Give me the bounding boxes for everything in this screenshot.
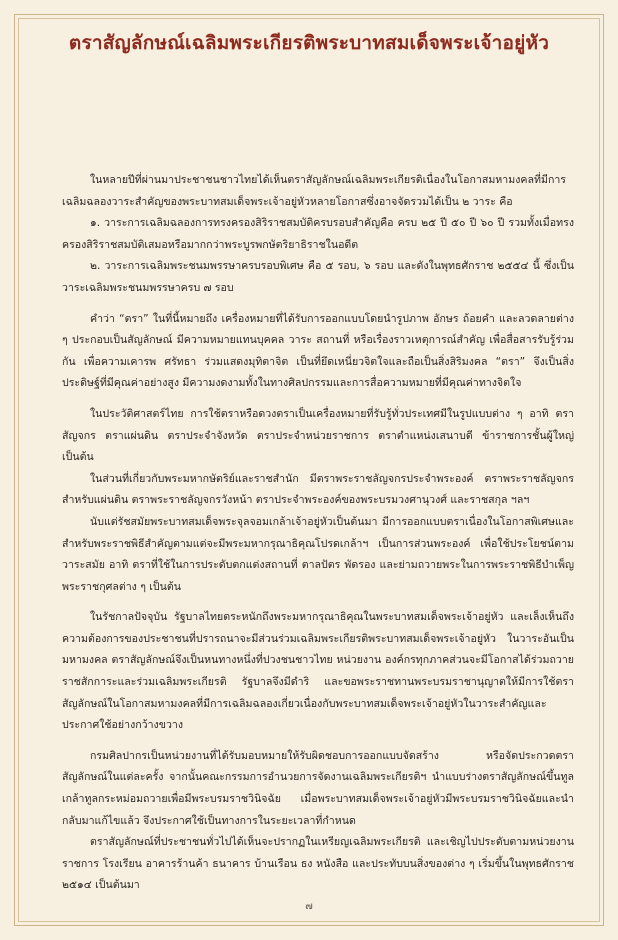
paragraph-history: ในประวัติศาสตร์ไทย การใช้ตราหรือดวงตราเป็นเครื่องหมายที่รับรู้ทั่วประเทศมีในรูปแบบต่าง ๆ อาทิ ตราสัญจกร ตราแผ่นดิน ตราประจำจังหวัด ตราประจำหน่วยราชการ ตราตำแหน่งเสนาบดี ข้าราชการชั้นผู้ใหญ่ เป็นต้น xyxy=(62,407,574,464)
page-title: ตราสัญลักษณ์เฉลิมพระเกียรติพระบาทสมเด็จพระเจ้าอยู่หัว xyxy=(68,32,550,54)
body-text xyxy=(62,170,574,906)
page-number: ๗ xyxy=(305,901,313,912)
paragraph-public-use: ตราสัญลักษณ์ที่ประชาชนทั่วไปได้เห็นจะปรากฏในเหรียญเฉลิมพระเกียรติ และเชิญไปประดับตามหน่วยงานราชการ โรงเรียน อาคารร้านค้า ธนาคาร บ้านเรือน ธง หนังสือ และประทับบนสิ่งของต่าง ๆ เริ่มขึ้นในพุทธศักราช ๒๕๑๔ เป็นต้นมา xyxy=(62,836,574,892)
paragraph-reign-origins: นับแต่รัชสมัยพระบาทสมเด็จพระจุลจอมเกล้าเจ้าอยู่หัวเป็นต้นมา มีการออกแบบตราเนื่องในโอกาสพิเศษและสำหรับพระราชพิธีสำคัญตามแต่จะมีพระมหากรุณาธิคุณโปรดเกล้าฯ เป็นการส่วนพระองค์ เพื่อใช้ประโยชน์ตามวาระสมัย อาทิ ตราที่ใช้ในการประดับตกแต่งสถานที่ ตาลปัตร พัดรอง และย่ามถวายพระในการพระราชพิธีบำเพ็ญพระราชกุศลต่าง ๆ เป็นต้น xyxy=(62,515,574,593)
paragraph-definition: คำว่า “ตรา” ในที่นี้หมายถึง เครื่องหมายที่ได้รับการออกแบบโดยนำรูปภาพ อักษร ถ้อยคำ และลวดลายต่าง ๆ ประกอบเป็นสัญลักษณ์ มีความหมายแทนบุคคล วาระ สถานที่ หรือเรื่องราวเหตุการณ์สำคัญ เพื่อสื่อสารรับรู้ร่วมกัน เพื่อความเคารพ ศรัทธา ร่วมแสดงมุทิตาจิต เป็นที่ยึดเหนี่ยวจิตใจและถือเป็นสิ่งสิริมงคล “ตรา” จึงเป็นสิ่งประดิษฐ์ที่มีคุณค่าอย่างสูง มีความงดงามทั้งในทางศิลปกรรมและการสื่อความหมายที่มีคุณค่าทางจิตใจ xyxy=(62,312,574,390)
paragraph-fine-arts-dept: กรมศิลปากรเป็นหน่วยงานที่ได้รับมอบหมายให้รับผิดชอบการออกแบบจัดสร้าง หรือจัดประกวดตราสัญลักษณ์ในแต่ละครั้ง จากนั้นคณะกรรมการอำนวยการจัดงานเฉลิมพระเกียรติฯ นำแบบร่างตราสัญลักษณ์ขึ้นทูลเกล้าทูลกระหม่อมถวายเพื่อมีพระบรมราชวินิจฉัย เมื่อพระบาทสมเด็จพระเจ้าอยู่หัวมีพระบรมราชวินิจฉัยและนำกลับมาแก้ไขแล้ว จึงประกาศใช้เป็นทางการในระยะเวลาที่กำหนด xyxy=(62,749,574,827)
paragraph-intro: ในหลายปีที่ผ่านมาประชาชนชาวไทยได้เห็นตราสัญลักษณ์เฉลิมพระเกียรติเนื่องในโอกาสมหามงคลที่มีการเฉลิมฉลองวาระสำคัญของพระบาทสมเด็จพระเจ้าอยู่หัวหลายโอกาสซึ่งอาจจัดรวมได้เป็น ๒ วาระ คือ xyxy=(62,174,566,208)
paragraph-list-item-1: ๑. วาระการเฉลิมฉลองการทรงครองสิริราชสมบัติครบรอบสำคัญคือ ครบ ๒๕ ปี ๕๐ ปี ๖๐ ปี รวมทั้งเมื่อทรงครองสิริราชสมบัติเสมอหรือมากกว่าพระบูรพกษัตริยาธิราชในอดีต xyxy=(62,217,574,251)
paragraph-royal-seals: ในส่วนที่เกี่ยวกับพระมหากษัตริย์และราชสำนัก มีตราพระราชลัญจกรประจำพระองค์ ตราพระราชลัญจกรสำหรับแผ่นดิน ตราพระราชลัญจกรวังหน้า ตราประจำพระองค์ของพระบรมวงศานุวงศ์ และราชสกุล ฯลฯ xyxy=(62,472,574,507)
paragraph-list-item-2: ๒. วาระการเฉลิมพระชนมพรรษาครบรอบพิเศษ คือ ๕ รอบ, ๖ รอบ และดังในพุทธศักราช ๒๕๕๔ นี้ ซึ่งเป็นวาระเฉลิมพระชนมพรรษาครบ ๗ รอบ xyxy=(62,260,574,294)
paragraph-current-reign: ในรัชกาลปัจจุบัน รัฐบาลไทยตระหนักถึงพระมหากรุณาธิคุณในพระบาทสมเด็จพระเจ้าอยู่หัว และเล็งเห็นถึงความต้องการของประชาชนที่ปรารถนาจะมีส่วนร่วมเฉลิมพระเกียรติพระบาทสมเด็จพระเจ้าอยู่หัว ในวาระอันเป็นมหามงคล ตราสัญลักษณ์จึงเป็นหนทางหนึ่งที่ปวงชนชาวไทย หน่วยงาน องค์กรทุกภาคส่วนจะมีโอกาสได้ร่วมถวายราชสักการะและร่วมเฉลิมพระเกียรติ รัฐบาลจึงมีดำริ และขอพระราชทานพระบรมราชานุญาตให้มีการใช้ตราสัญลักษณ์ในโอกาสมหามงคลที่มีการเฉลิมฉลองเกี่ยวเนื่องกับพระบาทสมเด็จพระเจ้าอยู่หัวในวาระสำคัญและประกาศใช้อย่างกว้างขวาง xyxy=(62,611,574,732)
